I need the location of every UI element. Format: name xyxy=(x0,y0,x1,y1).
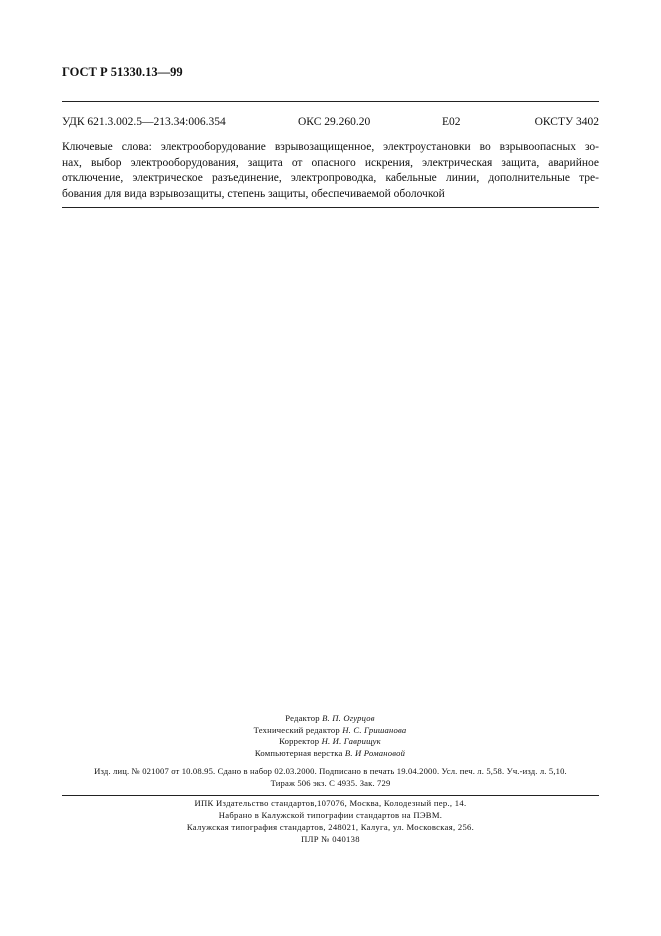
credit-role: Корректор xyxy=(279,736,320,747)
credits-block xyxy=(180,713,480,759)
credit-layout xyxy=(180,748,480,760)
keywords-line: отключение, электрическое разъединение, электропроводка, кабельные линии, дополнительные тре- xyxy=(62,172,599,185)
publisher-line: ИПК Издательство стандартов,107076, Москва, Колодезный пер., 14. xyxy=(194,798,467,808)
publisher-line: Калужская типография стандартов, 248021, Калуга, ул. Московская, 256. xyxy=(186,822,475,832)
keywords-line: Ключевые слова: электрооборудование взрывозащищенное, электроустановки во взрывоопасных зо- xyxy=(62,141,599,153)
credit-name: Н. С. Гришанова xyxy=(342,724,407,735)
keywords-line: нах, выбор электрооборудования, защита от опасного искрения, электрическая защита, аварийное xyxy=(62,156,599,169)
publisher-divider xyxy=(62,795,599,796)
credit-editor xyxy=(180,713,480,725)
keywords-block xyxy=(62,140,599,202)
credit-tech-editor xyxy=(180,725,480,737)
credit-name: В. И Романовой xyxy=(344,747,406,758)
publisher-line: Набрано в Калужской типографии стандартов на ПЭВМ. xyxy=(218,810,443,820)
top-divider xyxy=(62,101,599,102)
okstu-code: ОКСТУ 3402 xyxy=(534,116,599,128)
print-info xyxy=(62,765,599,789)
credit-role: Компьютерная верстка xyxy=(254,747,343,758)
credit-role: Редактор xyxy=(285,713,320,723)
classification-row xyxy=(62,116,599,132)
credit-name: Н. И. Гаврищук xyxy=(321,736,381,747)
print-info-line: Тираж 506 экз. С 4935. Зак. 729 xyxy=(270,778,391,788)
document-code: ГОСТ Р 51330.13—99 xyxy=(62,65,183,79)
keywords-line: бования для вида взрывозащиты, степень защиты, обеспечиваемой оболочкой xyxy=(62,187,445,200)
print-info-line: Изд. лиц. № 021007 от 10.08.95. Сдано в набор 02.03.2000. Подписано в печать 19.04.2000. Усл. печ. л. 5,58. Уч.-изд. л. 5,10. xyxy=(94,766,567,776)
credit-proofreader xyxy=(180,736,480,748)
keywords-divider xyxy=(62,207,599,208)
credit-role: Технический редактор xyxy=(253,724,340,735)
credit-name: В. П. Огурцов xyxy=(322,713,375,723)
udk-code: УДК 621.3.002.5—213.34:006.354 xyxy=(62,116,226,128)
oks-code: ОКС 29.260.20 xyxy=(298,116,371,128)
group-code: Е02 xyxy=(442,116,461,128)
publisher-line: ПЛР № 040138 xyxy=(301,834,360,844)
publisher-block xyxy=(62,797,599,845)
